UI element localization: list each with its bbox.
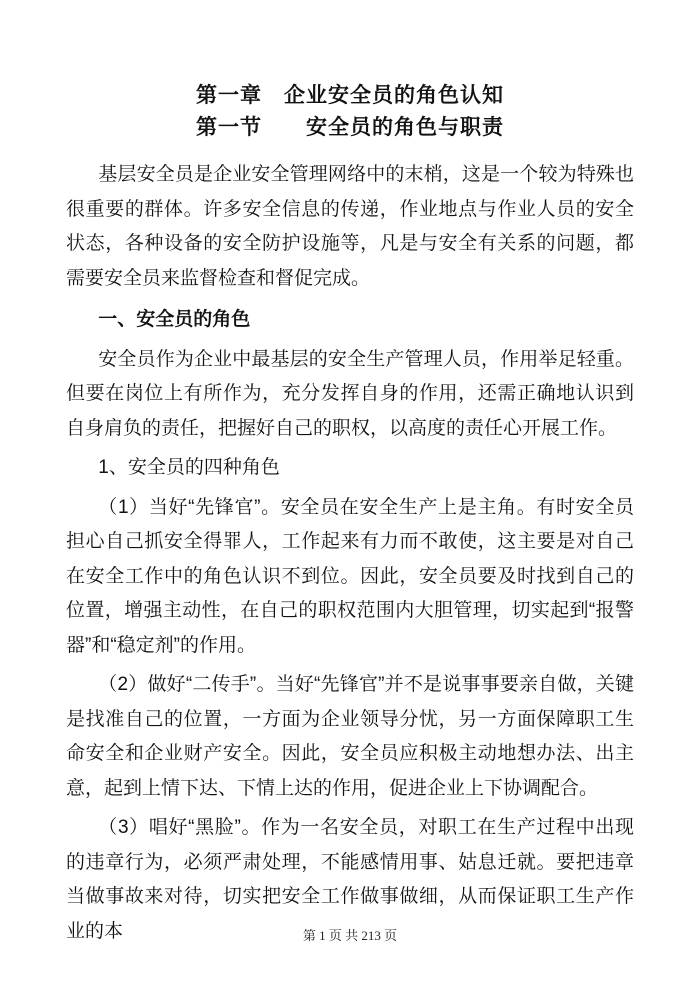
- page-number-footer: 第 1 页 共 213 页: [302, 928, 398, 943]
- role-item-2-setter: （2）做好“二传手”。当好“先锋官”并不是说事事要亲自做，关键是找准自己的位置，一方面为企业领导分忧，另一方面保障职工生命安全和企业财产安全。因此，安全员应积极主动地想办法、出主意，起到上情下达、下情上达的作用，促进企业上下协调配合。: [66, 674, 634, 799]
- role-item-1-pioneer: （1）当好“先锋官”。安全员在安全生产上是主角。有时安全员担心自己抓安全得罪人，工作起来有力而不敢使，这主要是对自己在安全工作中的角色认识不到位。因此，安全员要及时找到自己的位置，增强主动性，在自己的职权范围内大胆管理，切实起到“报警器”和“稳定剂”的作用。: [66, 496, 634, 656]
- intro-paragraph: 基层安全员是企业安全管理网络中的末梢，这是一个较为特殊也很重要的群体。许多安全信息的传递，作业地点与作业人员的安全状态，各种设备的安全防护设施等，凡是与安全有关系的问题，都需要安全员来监督检查和督促完成。: [66, 164, 634, 289]
- section-title: 第一节 安全员的角色与职责: [196, 116, 504, 139]
- role-overview-paragraph: 安全员作为企业中最基层的安全生产管理人员，作用举足轻重。但要在岗位上有所作为，充分发挥自身的作用，还需正确地认识到自身肩负的责任，把握好自己的职权，以高度的责任心开展工作。: [66, 348, 634, 439]
- heading-safety-officer-role: 一、安全员的角色: [98, 309, 251, 330]
- subheading-four-roles: 1、安全员的四种角色: [98, 457, 280, 478]
- role-item-3-bad-cop: （3）唱好“黑脸”。作为一名安全员，对职工在生产过程中出现的违章行为，必须严肃处理，不能感情用事、姑息迁就。要把违章当做事故来对待，切实把安全工作做事做细，从而保证职工生产作业的本: [66, 817, 634, 942]
- chapter-title: 第一章 企业安全员的角色认知: [196, 84, 504, 107]
